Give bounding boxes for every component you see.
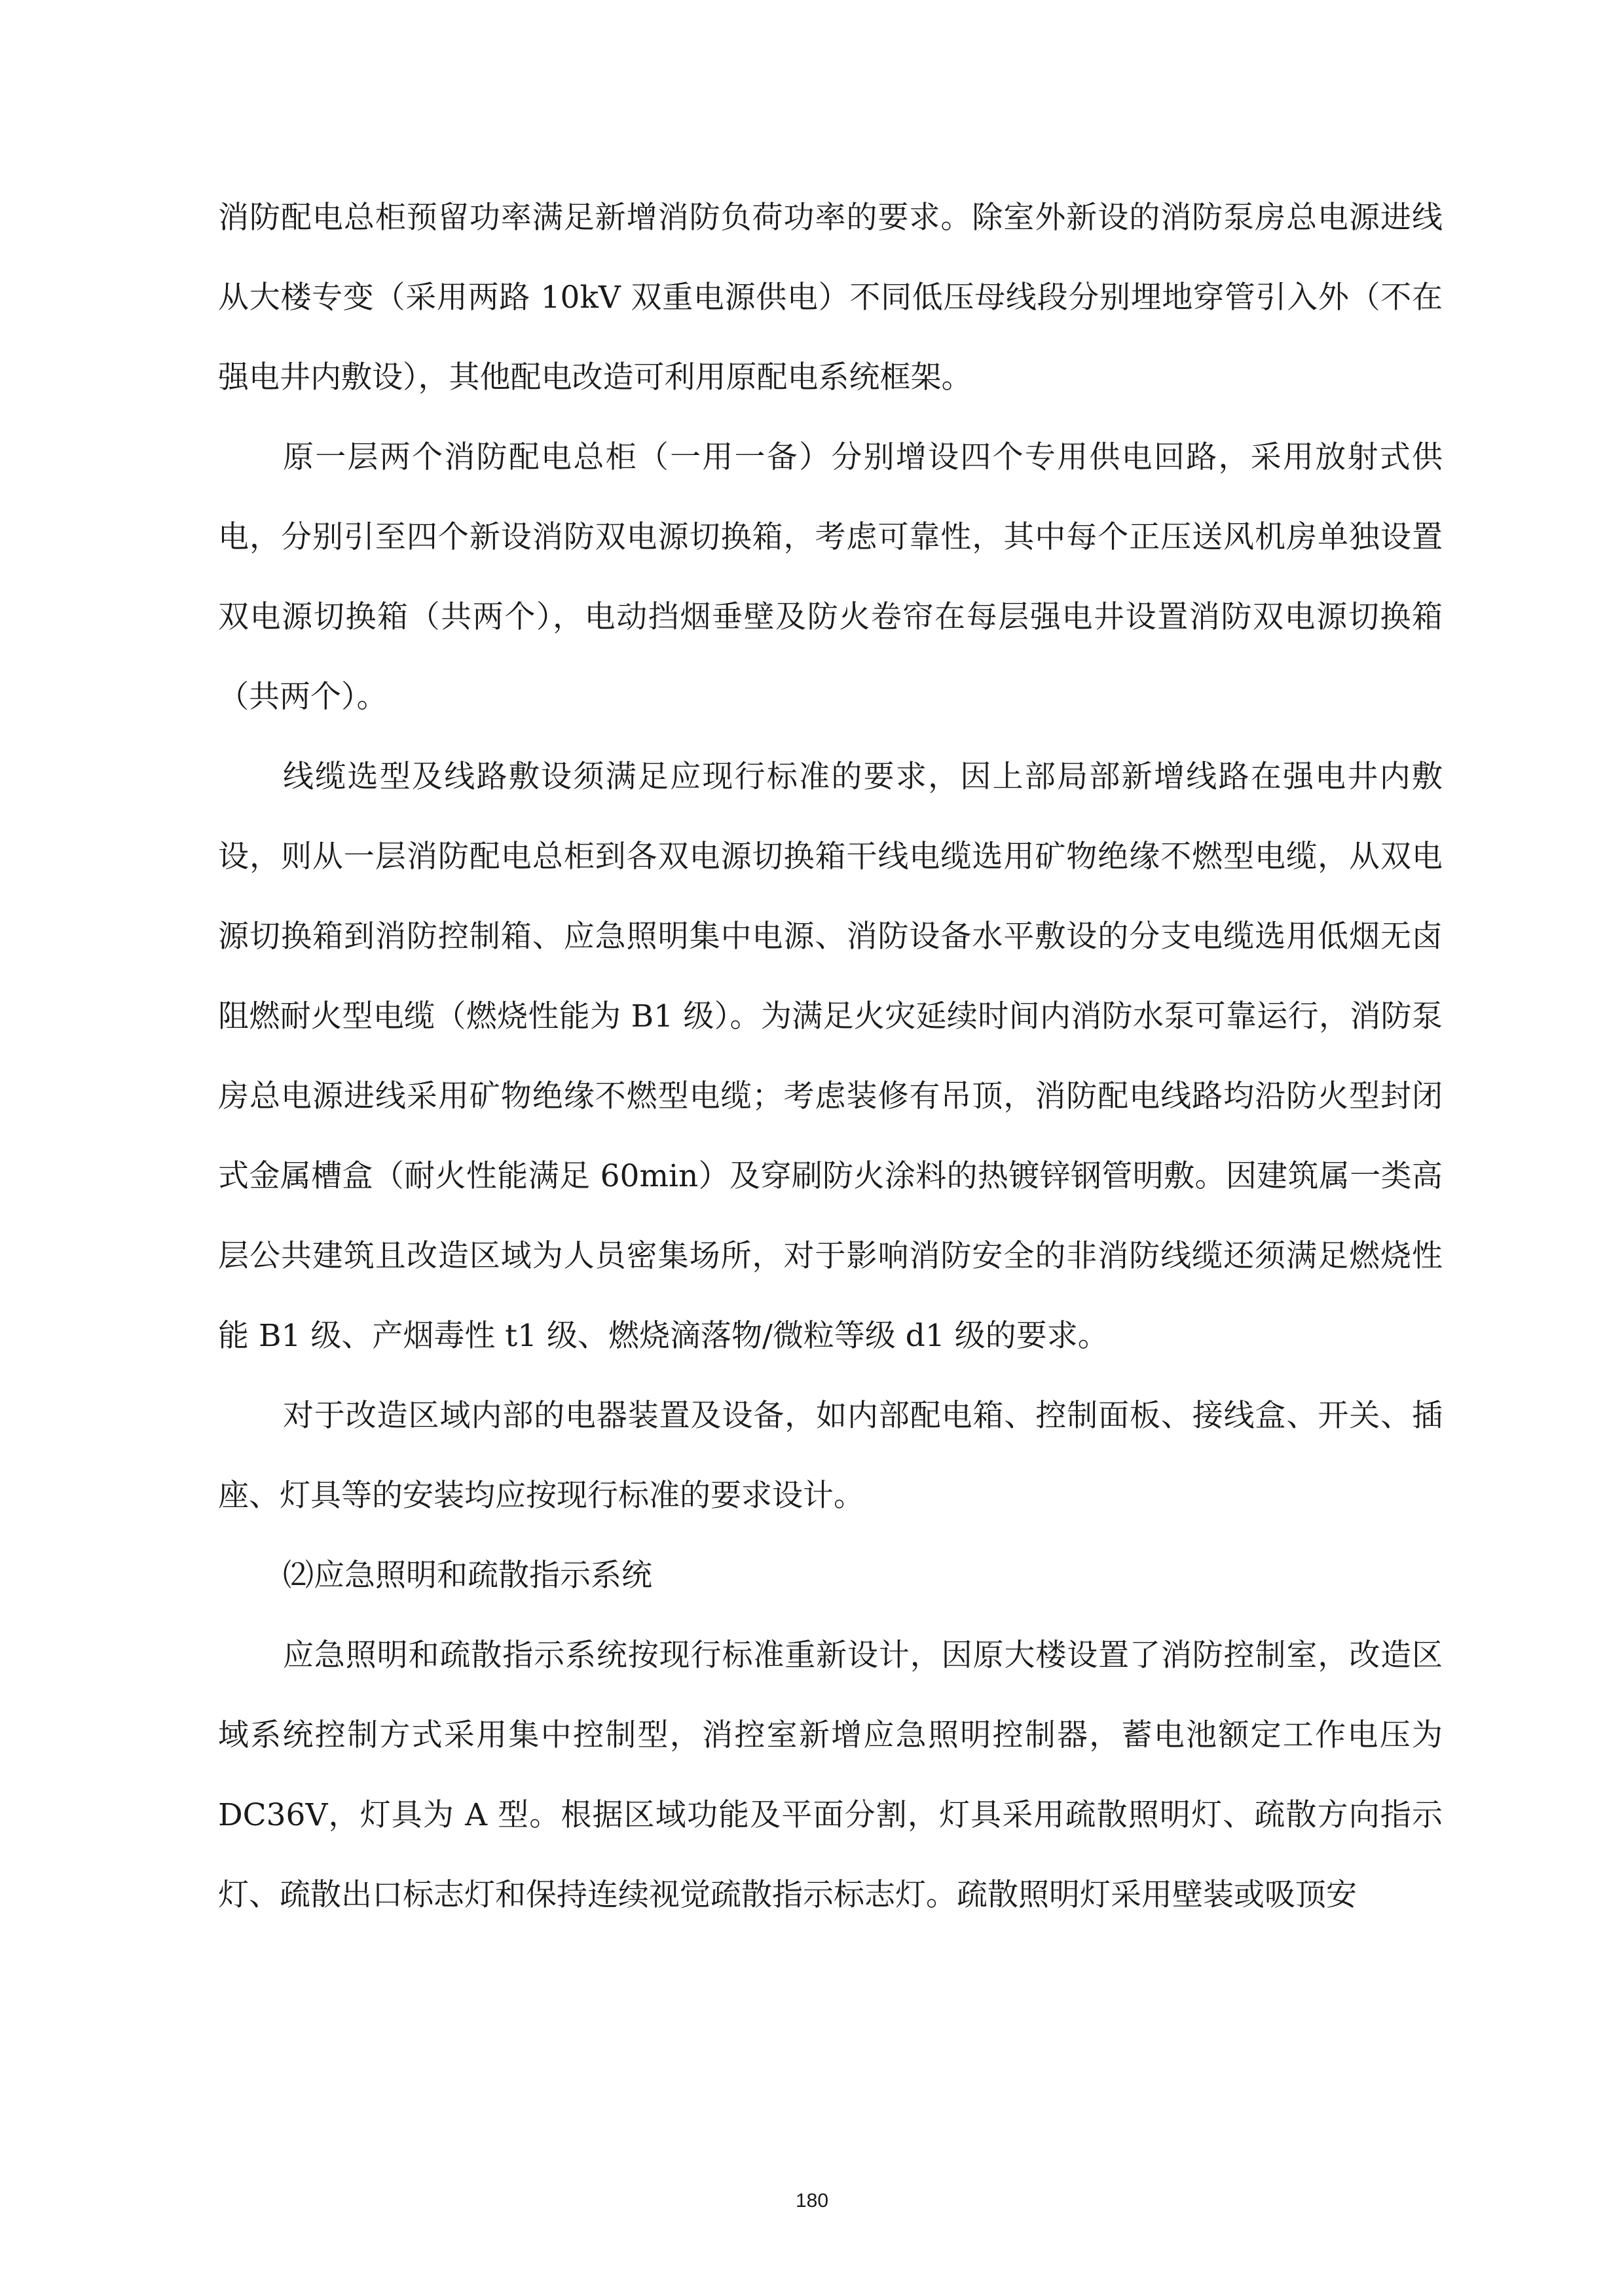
body-text (218, 178, 1443, 1935)
page-number: 180 (795, 2190, 829, 2212)
section-heading-emergency-lighting: ⑵应急照明和疏散指示系统 (283, 1558, 652, 1594)
paragraph-emergency-lighting-system: 应急照明和疏散指示系统按现行标准重新设计，因原大楼设置了消防控制室，改造区域系统控制方式采用集中控制型，消控室新增应急照明控制器，蓄电池额定工作电压为 DC36V，灯具为 A 型。根据区域功能及平面分割，灯具采用疏散照明灯、疏散方向指示灯、疏散出口标志灯和保持连续视觉疏散指示标志灯。疏散照明灯采用壁装或吸顶安 (218, 1637, 1443, 1913)
paragraph-power-cabinet-reserve: 消防配电总柜预留功率满足新增消防负荷功率的要求。除室外新设的消防泵房总电源进线从大楼专变（采用两路 10kV 双重电源供电）不同低压母线段分别埋地穿管引入外（不在强电井内敷设），其他配电改造可利用原配电系统框架。 (218, 200, 1443, 395)
paragraph-cable-selection: 线缆选型及线路敷设须满足应现行标准的要求，因上部局部新增线路在强电井内敷设，则从一层消防配电总柜到各双电源切换箱干线电缆选用矿物绝缘不燃型电缆，从双电源切换箱到消防控制箱、应急照明集中电源、消防设备水平敷设的分支电缆选用低烟无卤阻燃耐火型电缆（燃烧性能为 B1 级）。为满足火灾延续时间内消防水泵可靠运行，消防泵房总电源进线采用矿物绝缘不燃型电缆；考虑装修有吊顶，消防配电线路均沿防火型封闭式金属槽盒（耐火性能满足 60min）及穿刷防火涂料的热镀锌钢管明敷。因建筑属一类高层公共建筑且改造区域为人员密集场所，对于影响消防安全的非消防线缆还须满足燃烧性能 B1 级、产烟毒性 t1 级、燃烧滴落物/微粒等级 d1 级的要求。 (218, 759, 1443, 1354)
paragraph-dual-power-switch-boxes: 原一层两个消防配电总柜（一用一备）分别增设四个专用供电回路，采用放射式供电，分别引至四个新设消防双电源切换箱，考虑可靠性，其中每个正压送风机房单独设置双电源切换箱（共两个），电动挡烟垂壁及防火卷帘在每层强电井设置消防双电源切换箱（共两个）。 (218, 439, 1443, 715)
paragraph-electrical-devices: 对于改造区域内部的电器装置及设备，如内部配电箱、控制面板、接线盒、开关、插座、灯具等的安装均应按现行标准的要求设计。 (218, 1398, 1443, 1514)
